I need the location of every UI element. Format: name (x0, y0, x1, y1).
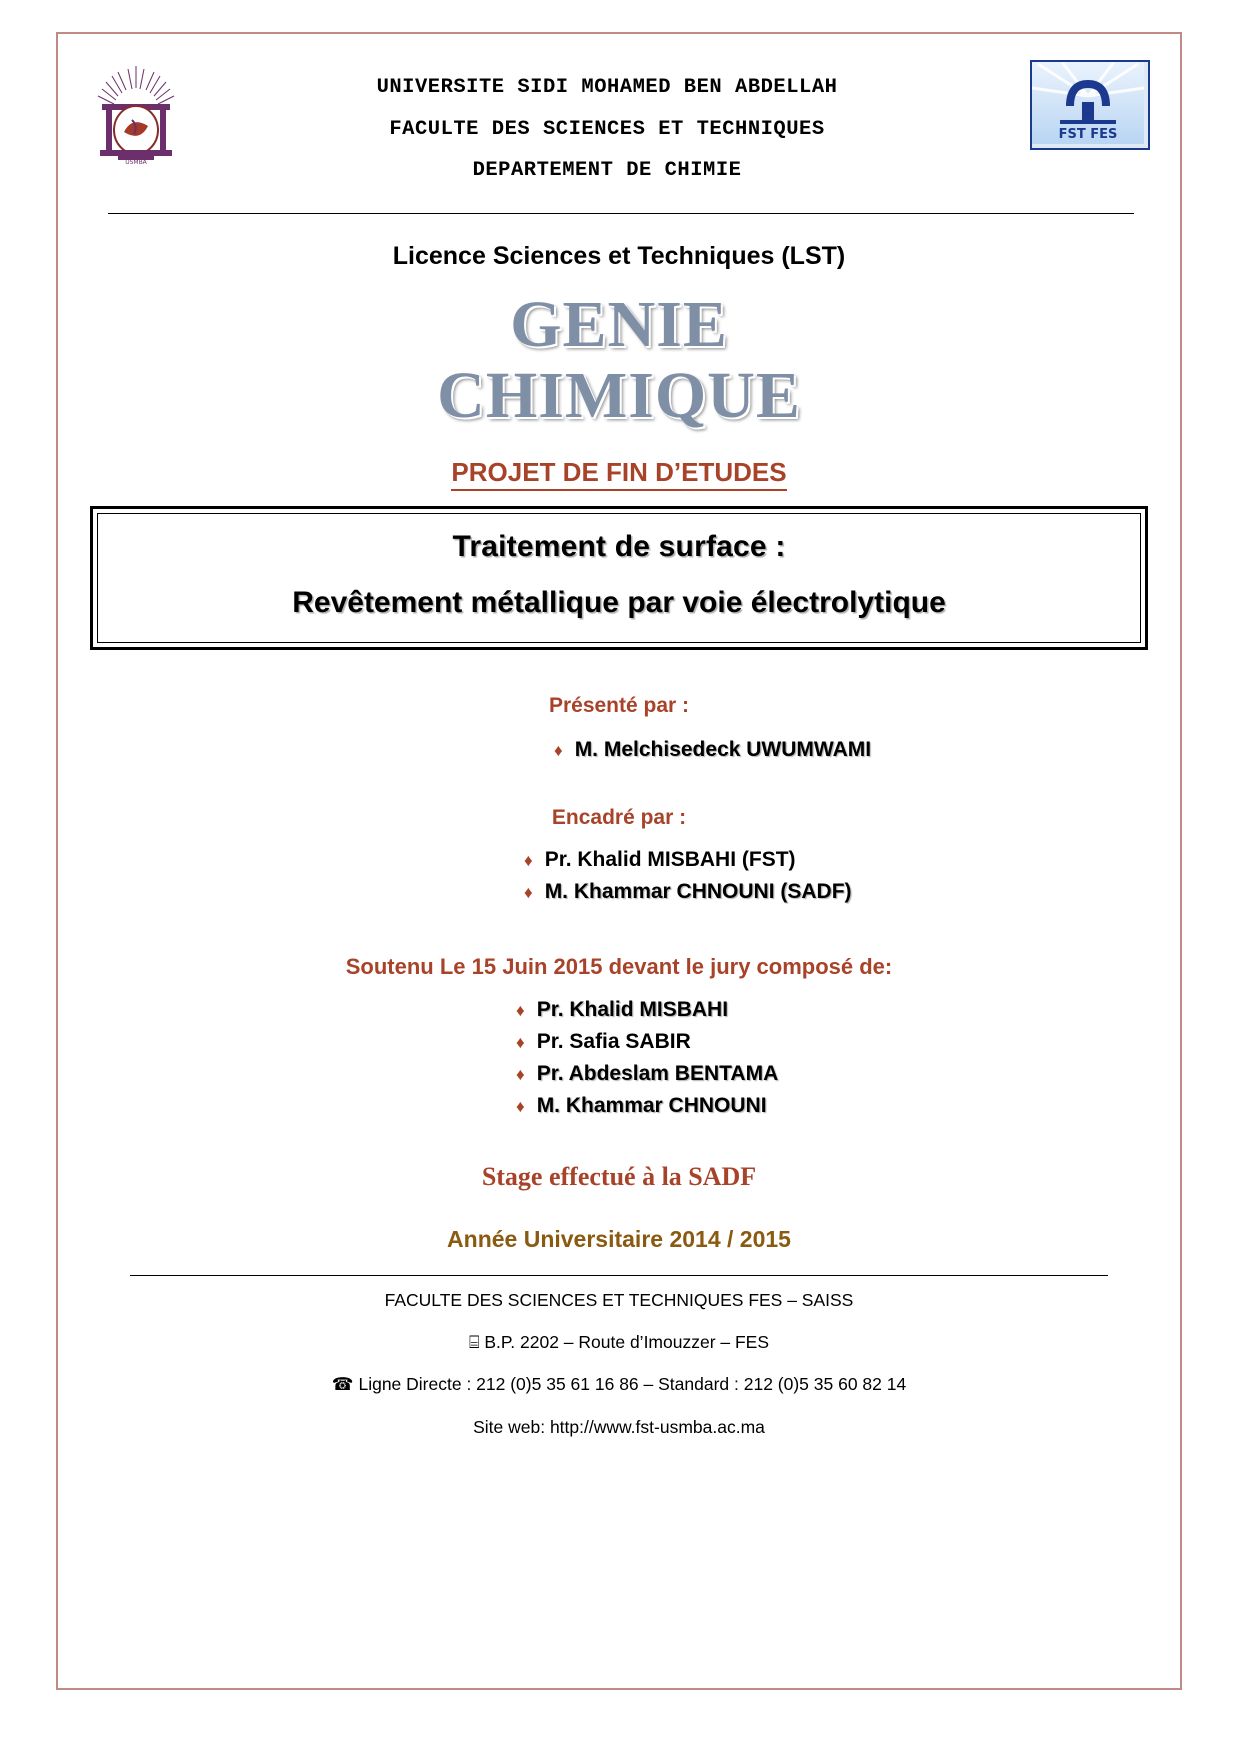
footer-phone-text: Ligne Directe : 212 (0)5 35 61 16 86 – Standard : 212 (0)5 35 60 82 14 (358, 1374, 907, 1395)
list-item (554, 734, 1154, 766)
defense-line: Soutenu Le 15 Juin 2015 devant le jury composé de: (345, 954, 893, 980)
presented-by-label: Présenté par : (548, 694, 690, 718)
jury-member-name: Pr. Abdeslam BENTAMA (536, 1062, 779, 1086)
jury-member-name: Pr. Khalid MISBAHI (536, 998, 729, 1022)
diamond-bullet-icon: ♦ (516, 1097, 525, 1117)
fst-fes-logo (1030, 60, 1150, 150)
phone-icon: ☎ (331, 1375, 354, 1396)
subject-box (90, 506, 1148, 650)
footer-divider (130, 1275, 1108, 1276)
subject-line-1: Traitement de surface : (452, 530, 786, 564)
internship-line: Stage effectué à la SADF (481, 1162, 757, 1192)
footer-address-line (84, 1331, 1154, 1353)
program-title (84, 289, 1154, 432)
supervisor-name: Pr. Khalid MISBAHI (FST) (544, 848, 796, 872)
footer-website-line: Site web: http://www.fst-usmba.ac.ma (473, 1416, 765, 1437)
list-item (524, 876, 1154, 908)
diamond-bullet-icon: ♦ (524, 851, 533, 871)
document-page (56, 32, 1182, 1690)
list-item (516, 1090, 1154, 1122)
project-type (84, 457, 1154, 488)
list-item (524, 844, 1154, 876)
diamond-bullet-icon: ♦ (516, 1033, 525, 1053)
header-line-faculty: FACULTE DES SCIENCES ET TECHNIQUES (389, 117, 825, 141)
footer-faculty-line: FACULTE DES SCIENCES ET TECHNIQUES FES – SAISS (384, 1290, 854, 1311)
jury-member-name: Pr. Safia SABIR (536, 1030, 691, 1054)
presented-by-list (84, 734, 1154, 766)
degree-line: Licence Sciences et Techniques (LST) (392, 241, 846, 270)
footer-address-text: B.P. 2202 – Route d’Imouzzer – FES (484, 1331, 770, 1352)
footer-phone-line (84, 1376, 1154, 1395)
jury-member-name: M. Khammar CHNOUNI (536, 1094, 767, 1118)
jury-list (84, 994, 1154, 1122)
project-type-text: PROJET DE FIN D’ETUDES (451, 457, 786, 491)
diamond-bullet-icon: ♦ (524, 883, 533, 903)
list-item (516, 1058, 1154, 1090)
svg-text:FST FES: FST FES (1058, 127, 1118, 142)
diamond-bullet-icon: ♦ (516, 1001, 525, 1021)
diamond-bullet-icon: ♦ (516, 1065, 525, 1085)
university-seal-logo (88, 60, 184, 172)
document-footer (84, 1292, 1154, 1436)
document-header (84, 52, 1154, 203)
program-title-line1: GENIE (510, 287, 728, 361)
header-line-department: DEPARTEMENT DE CHIMIE (472, 159, 742, 182)
academic-year-line: Année Universitaire 2014 / 2015 (447, 1226, 791, 1253)
supervisor-name: M. Khammar CHNOUNI (SADF) (544, 880, 852, 904)
list-item (516, 1026, 1154, 1058)
subject-line-2: Revêtement métallique par voie électrolytique (292, 586, 946, 620)
mail-icon: ⌸ (468, 1332, 480, 1353)
diamond-bullet-icon: ♦ (554, 741, 563, 761)
program-title-line2: CHIMIQUE (437, 358, 801, 432)
subject-box-inner (97, 513, 1141, 643)
presented-person-name: M. Melchisedeck UWUMWAMI (574, 738, 872, 762)
page-content (58, 34, 1180, 1688)
header-divider (108, 213, 1134, 214)
supervised-by-list (84, 844, 1154, 908)
header-line-university: UNIVERSITE SIDI MOHAMED BEN ABDELLAH (376, 76, 838, 99)
supervised-by-label: Encadré par : (551, 806, 687, 830)
svg-text:USMBA: USMBA (125, 159, 147, 166)
list-item (516, 994, 1154, 1026)
header-text-block (184, 60, 1030, 203)
